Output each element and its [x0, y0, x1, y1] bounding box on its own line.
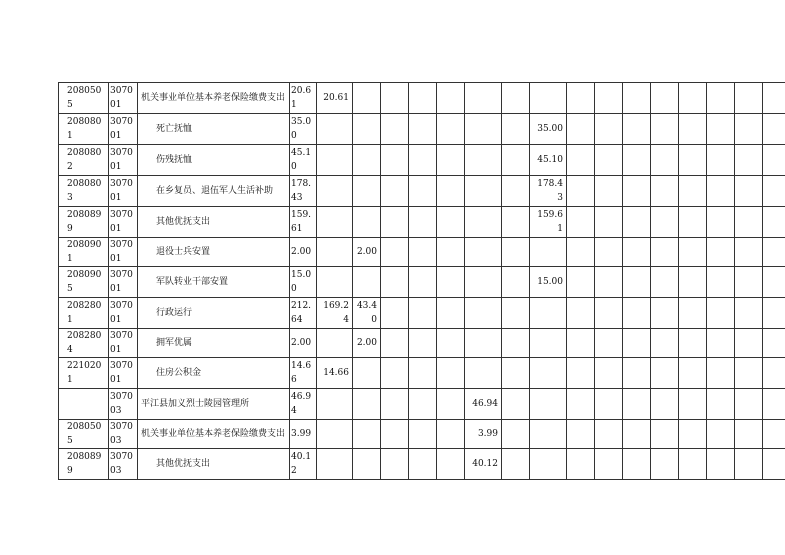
unit-code-cell: 307001: [109, 298, 138, 329]
empty-cell: [409, 83, 437, 114]
empty-cell: [437, 449, 465, 480]
table-row: [59, 449, 785, 480]
unit-code-cell: 307001: [109, 267, 138, 298]
empty-cell: [735, 358, 763, 389]
empty-cell: [567, 420, 595, 449]
empty-cell: [437, 420, 465, 449]
empty-cell: [595, 298, 623, 329]
total-cell: 3.99: [290, 420, 317, 449]
amount-cell: [465, 114, 502, 145]
empty-cell: [437, 329, 465, 358]
empty-cell: [502, 420, 530, 449]
empty-cell: [763, 298, 785, 329]
goods-services-cell: [353, 420, 381, 449]
item-name-cell: 伤残抚恤: [138, 145, 290, 176]
subject-code-cell: 2080901: [59, 238, 109, 267]
total-cell: 46.94: [290, 389, 317, 420]
total-cell: 14.66: [290, 358, 317, 389]
goods-services-cell: 2.00: [353, 329, 381, 358]
item-name-cell: 死亡抚恤: [138, 114, 290, 145]
subject-code-cell: 2080899: [59, 207, 109, 238]
empty-cell: [437, 238, 465, 267]
empty-cell: [623, 449, 651, 480]
empty-cell: [409, 114, 437, 145]
empty-cell: [409, 449, 437, 480]
subsidy-cell: [530, 420, 567, 449]
empty-cell: [595, 145, 623, 176]
empty-cell: [409, 389, 437, 420]
unit-code-cell: 307001: [109, 114, 138, 145]
goods-services-cell: [353, 207, 381, 238]
empty-cell: [651, 329, 679, 358]
empty-cell: [437, 358, 465, 389]
empty-cell: [707, 176, 735, 207]
empty-cell: [763, 83, 785, 114]
empty-cell: [651, 207, 679, 238]
empty-cell: [735, 83, 763, 114]
goods-services-cell: [353, 389, 381, 420]
empty-cell: [679, 176, 707, 207]
empty-cell: [763, 114, 785, 145]
empty-cell: [763, 207, 785, 238]
item-name-cell: 机关事业单位基本养老保险缴费支出: [138, 83, 290, 114]
total-cell: 40.12: [290, 449, 317, 480]
empty-cell: [502, 114, 530, 145]
empty-cell: [707, 449, 735, 480]
empty-cell: [381, 83, 409, 114]
empty-cell: [651, 176, 679, 207]
total-cell: 15.00: [290, 267, 317, 298]
empty-cell: [595, 176, 623, 207]
empty-cell: [707, 298, 735, 329]
basic-wage-cell: [317, 176, 353, 207]
empty-cell: [381, 420, 409, 449]
empty-cell: [707, 420, 735, 449]
basic-wage-cell: [317, 114, 353, 145]
empty-cell: [409, 176, 437, 207]
empty-cell: [437, 298, 465, 329]
empty-cell: [651, 449, 679, 480]
subsidy-cell: 15.00: [530, 267, 567, 298]
empty-cell: [623, 389, 651, 420]
goods-services-cell: [353, 449, 381, 480]
total-cell: 212.64: [290, 298, 317, 329]
table-row: [59, 176, 785, 207]
empty-cell: [623, 145, 651, 176]
total-cell: 2.00: [290, 238, 317, 267]
basic-wage-cell: 20.61: [317, 83, 353, 114]
goods-services-cell: [353, 83, 381, 114]
unit-code-cell: 307003: [109, 449, 138, 480]
empty-cell: [381, 449, 409, 480]
empty-cell: [595, 420, 623, 449]
empty-cell: [502, 83, 530, 114]
subsidy-cell: [530, 298, 567, 329]
table-row: [59, 83, 785, 114]
table-row: [59, 389, 785, 420]
total-cell: 45.10: [290, 145, 317, 176]
total-cell: 35.00: [290, 114, 317, 145]
empty-cell: [409, 358, 437, 389]
empty-cell: [651, 145, 679, 176]
empty-cell: [735, 207, 763, 238]
table-row: [59, 145, 785, 176]
empty-cell: [651, 83, 679, 114]
empty-cell: [595, 207, 623, 238]
subject-code-cell: 2080905: [59, 267, 109, 298]
subsidy-cell: [530, 449, 567, 480]
table-row: [59, 420, 785, 449]
empty-cell: [437, 176, 465, 207]
empty-cell: [679, 420, 707, 449]
empty-cell: [735, 267, 763, 298]
empty-cell: [502, 329, 530, 358]
empty-cell: [502, 267, 530, 298]
empty-cell: [567, 114, 595, 145]
item-name-cell: 其他优抚支出: [138, 207, 290, 238]
empty-cell: [437, 389, 465, 420]
amount-cell: [465, 358, 502, 389]
basic-wage-cell: 14.66: [317, 358, 353, 389]
amount-cell: 46.94: [465, 389, 502, 420]
subject-code-cell: 2080803: [59, 176, 109, 207]
unit-code-cell: 307001: [109, 83, 138, 114]
amount-cell: [465, 176, 502, 207]
amount-cell: 3.99: [465, 420, 502, 449]
empty-cell: [381, 358, 409, 389]
empty-cell: [381, 389, 409, 420]
table-row: [59, 207, 785, 238]
total-cell: 159.61: [290, 207, 317, 238]
empty-cell: [623, 358, 651, 389]
empty-cell: [735, 145, 763, 176]
empty-cell: [735, 420, 763, 449]
empty-cell: [502, 449, 530, 480]
table-row: [59, 358, 785, 389]
empty-cell: [679, 238, 707, 267]
table-row: [59, 114, 785, 145]
empty-cell: [679, 145, 707, 176]
empty-cell: [595, 83, 623, 114]
basic-wage-cell: [317, 145, 353, 176]
empty-cell: [651, 267, 679, 298]
empty-cell: [651, 358, 679, 389]
item-name-cell: 行政运行: [138, 298, 290, 329]
empty-cell: [707, 329, 735, 358]
empty-cell: [623, 298, 651, 329]
basic-wage-cell: [317, 329, 353, 358]
empty-cell: [381, 114, 409, 145]
empty-cell: [763, 238, 785, 267]
goods-services-cell: [353, 176, 381, 207]
empty-cell: [623, 176, 651, 207]
goods-services-cell: [353, 114, 381, 145]
empty-cell: [623, 420, 651, 449]
subsidy-cell: [530, 238, 567, 267]
goods-services-cell: 2.00: [353, 238, 381, 267]
empty-cell: [707, 145, 735, 176]
empty-cell: [437, 267, 465, 298]
empty-cell: [595, 329, 623, 358]
empty-cell: [763, 420, 785, 449]
empty-cell: [567, 358, 595, 389]
subsidy-cell: 178.43: [530, 176, 567, 207]
empty-cell: [763, 358, 785, 389]
empty-cell: [623, 207, 651, 238]
empty-cell: [381, 267, 409, 298]
empty-cell: [735, 176, 763, 207]
empty-cell: [437, 83, 465, 114]
subsidy-cell: 35.00: [530, 114, 567, 145]
empty-cell: [502, 176, 530, 207]
budget-table: [58, 82, 785, 480]
empty-cell: [595, 358, 623, 389]
unit-code-cell: 307003: [109, 420, 138, 449]
empty-cell: [502, 389, 530, 420]
empty-cell: [595, 267, 623, 298]
empty-cell: [567, 329, 595, 358]
empty-cell: [595, 389, 623, 420]
item-name-cell: 平江县加义烈士陵园管理所: [138, 389, 290, 420]
empty-cell: [567, 298, 595, 329]
item-name-cell: 住房公积金: [138, 358, 290, 389]
empty-cell: [651, 389, 679, 420]
subsidy-cell: [530, 83, 567, 114]
unit-code-cell: 307003: [109, 389, 138, 420]
basic-wage-cell: 169.24: [317, 298, 353, 329]
budget-table-page: [58, 82, 747, 480]
subject-code-cell: 2082801: [59, 298, 109, 329]
empty-cell: [679, 329, 707, 358]
item-name-cell: 在乡复员、退伍军人生活补助: [138, 176, 290, 207]
empty-cell: [651, 420, 679, 449]
empty-cell: [651, 114, 679, 145]
empty-cell: [651, 238, 679, 267]
empty-cell: [707, 238, 735, 267]
empty-cell: [437, 114, 465, 145]
amount-cell: [465, 329, 502, 358]
empty-cell: [707, 389, 735, 420]
empty-cell: [381, 329, 409, 358]
empty-cell: [567, 176, 595, 207]
empty-cell: [567, 207, 595, 238]
subject-code-cell: 2080505: [59, 420, 109, 449]
subsidy-cell: [530, 358, 567, 389]
empty-cell: [595, 449, 623, 480]
empty-cell: [502, 298, 530, 329]
empty-cell: [679, 114, 707, 145]
empty-cell: [735, 238, 763, 267]
empty-cell: [595, 238, 623, 267]
empty-cell: [735, 298, 763, 329]
empty-cell: [763, 267, 785, 298]
empty-cell: [707, 114, 735, 145]
empty-cell: [679, 207, 707, 238]
empty-cell: [437, 207, 465, 238]
empty-cell: [707, 207, 735, 238]
empty-cell: [679, 83, 707, 114]
empty-cell: [623, 267, 651, 298]
subject-code-cell: [59, 389, 109, 420]
goods-services-cell: [353, 267, 381, 298]
empty-cell: [409, 329, 437, 358]
empty-cell: [623, 83, 651, 114]
empty-cell: [595, 114, 623, 145]
empty-cell: [409, 145, 437, 176]
empty-cell: [381, 298, 409, 329]
amount-cell: [465, 207, 502, 238]
empty-cell: [679, 267, 707, 298]
empty-cell: [409, 298, 437, 329]
empty-cell: [679, 298, 707, 329]
empty-cell: [679, 358, 707, 389]
empty-cell: [502, 238, 530, 267]
total-cell: 178.43: [290, 176, 317, 207]
unit-code-cell: 307001: [109, 358, 138, 389]
subsidy-cell: [530, 389, 567, 420]
goods-services-cell: [353, 145, 381, 176]
amount-cell: [465, 238, 502, 267]
empty-cell: [735, 389, 763, 420]
item-name-cell: 退役士兵安置: [138, 238, 290, 267]
empty-cell: [623, 114, 651, 145]
empty-cell: [707, 267, 735, 298]
amount-cell: [465, 267, 502, 298]
empty-cell: [437, 145, 465, 176]
basic-wage-cell: [317, 449, 353, 480]
empty-cell: [763, 329, 785, 358]
subsidy-cell: 45.10: [530, 145, 567, 176]
unit-code-cell: 307001: [109, 238, 138, 267]
amount-cell: [465, 298, 502, 329]
subsidy-cell: 159.61: [530, 207, 567, 238]
empty-cell: [567, 83, 595, 114]
total-cell: 20.61: [290, 83, 317, 114]
basic-wage-cell: [317, 207, 353, 238]
table-row: [59, 238, 785, 267]
empty-cell: [381, 176, 409, 207]
item-name-cell: 机关事业单位基本养老保险缴费支出: [138, 420, 290, 449]
table-row: [59, 298, 785, 329]
amount-cell: [465, 83, 502, 114]
empty-cell: [502, 358, 530, 389]
goods-services-cell: 43.40: [353, 298, 381, 329]
table-row: [59, 267, 785, 298]
empty-cell: [409, 420, 437, 449]
subject-code-cell: 2082804: [59, 329, 109, 358]
empty-cell: [381, 145, 409, 176]
basic-wage-cell: [317, 238, 353, 267]
empty-cell: [409, 238, 437, 267]
empty-cell: [502, 145, 530, 176]
empty-cell: [381, 238, 409, 267]
empty-cell: [735, 329, 763, 358]
empty-cell: [763, 176, 785, 207]
empty-cell: [763, 389, 785, 420]
item-name-cell: 其他优抚支出: [138, 449, 290, 480]
unit-code-cell: 307001: [109, 145, 138, 176]
empty-cell: [707, 358, 735, 389]
empty-cell: [623, 238, 651, 267]
subject-code-cell: 2080801: [59, 114, 109, 145]
subject-code-cell: 2080505: [59, 83, 109, 114]
subsidy-cell: [530, 329, 567, 358]
empty-cell: [567, 389, 595, 420]
item-name-cell: 军队转业干部安置: [138, 267, 290, 298]
unit-code-cell: 307001: [109, 176, 138, 207]
subject-code-cell: 2080899: [59, 449, 109, 480]
amount-cell: [465, 145, 502, 176]
empty-cell: [735, 114, 763, 145]
empty-cell: [679, 449, 707, 480]
basic-wage-cell: [317, 389, 353, 420]
empty-cell: [381, 207, 409, 238]
subject-code-cell: 2080802: [59, 145, 109, 176]
empty-cell: [707, 83, 735, 114]
unit-code-cell: 307001: [109, 329, 138, 358]
item-name-cell: 拥军优属: [138, 329, 290, 358]
goods-services-cell: [353, 358, 381, 389]
table-body: [59, 83, 785, 480]
empty-cell: [567, 449, 595, 480]
empty-cell: [623, 329, 651, 358]
subject-code-cell: 2210201: [59, 358, 109, 389]
empty-cell: [567, 145, 595, 176]
empty-cell: [763, 449, 785, 480]
table-row: [59, 329, 785, 358]
empty-cell: [763, 145, 785, 176]
empty-cell: [409, 207, 437, 238]
amount-cell: 40.12: [465, 449, 502, 480]
empty-cell: [502, 207, 530, 238]
empty-cell: [409, 267, 437, 298]
empty-cell: [735, 449, 763, 480]
empty-cell: [651, 298, 679, 329]
empty-cell: [567, 267, 595, 298]
basic-wage-cell: [317, 267, 353, 298]
empty-cell: [679, 389, 707, 420]
empty-cell: [567, 238, 595, 267]
unit-code-cell: 307001: [109, 207, 138, 238]
basic-wage-cell: [317, 420, 353, 449]
total-cell: 2.00: [290, 329, 317, 358]
